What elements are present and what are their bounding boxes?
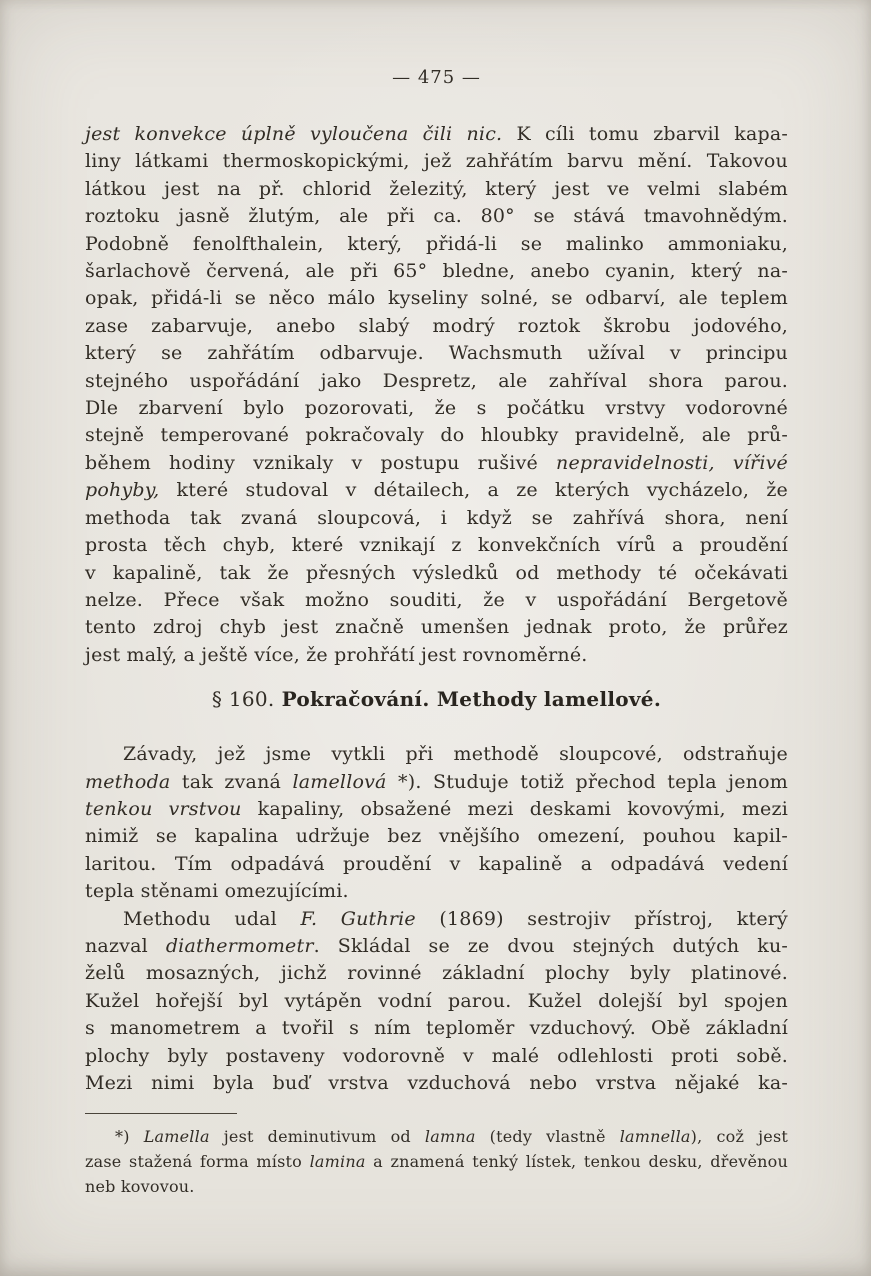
text-line: opak, přidá-li se něco málo kyseliny solné, se odbarví, ale teplem	[85, 287, 788, 310]
text-line: který se zahřátím odbarvuje. Wachsmuth užíval v principu	[85, 342, 788, 365]
text-line: želů mosazných, jichž rovinné základní plochy byly platinové.	[85, 962, 788, 985]
text-line: liny látkami thermoskopickými, jež zahřátím barvu mění. Takovou	[85, 150, 788, 173]
text-line: šarlachově červená, ale při 65° bledne, anebo cyanin, který na-	[85, 260, 788, 283]
text-line: *) Lamella jest deminutivum od lamna (tedy vlastně lamnella), což jest	[115, 1127, 788, 1147]
paragraph-continuation	[85, 121, 788, 669]
text-line: methoda tak zvaná lamellová *). Studuje totiž přechod tepla jenom	[85, 770, 788, 793]
text-line: během hodiny vznikaly v postupu rušivé nepravidelnosti, vířivé	[85, 451, 788, 474]
text-line: Mezi nimi byla buď vrstva vzduchová nebo vrstva nějaké ka-	[85, 1072, 788, 1094]
text-line: nimiž se kapalina udržuje bez vnějšího omezení, pouhou kapil-	[85, 825, 788, 848]
text-line: roztoku jasně žlutým, ale při ca. 80° se stává tmavohnědým.	[85, 205, 788, 228]
text-line: s manometrem a tvořil s ním teploměr vzduchový. Obě základní	[85, 1017, 788, 1040]
text-line: nelze. Přece však možno souditi, že v uspořádání Bergetově	[85, 588, 788, 611]
text-line: tenkou vrstvou kapaliny, obsažené mezi deskami kovovými, mezi	[85, 797, 788, 820]
text-line: plochy byly postaveny vodorovně v malé odlehlosti proti sobě.	[85, 1044, 788, 1067]
text-line: Dle zbarvení bylo pozorovati, že s počátku vrstvy vodorovné	[85, 397, 788, 420]
section-heading	[85, 685, 788, 713]
text-line: zase zabarvuje, anebo slabý modrý roztok škrobu jodového,	[85, 314, 788, 337]
page-number: — 475 —	[392, 67, 481, 88]
paragraph-guthrie-diathermometr	[85, 906, 788, 1098]
paragraph-lamellova-intro	[85, 741, 788, 905]
footnote-text	[85, 1124, 788, 1199]
text-line: stejného uspořádání jako Despretz, ale zahříval shora parou.	[85, 369, 788, 392]
text-line: stejně temperované pokračovaly do hloubky pravidelně, ale prů-	[85, 424, 788, 447]
text-line: jest konvekce úplně vyloučena čili nic. K cíli tomu zbarvil kapa-	[85, 123, 788, 145]
text-line: jest malý, a ještě více, že prohřátí jest rovnoměrné.	[85, 643, 588, 666]
text-line: prosta těch chyb, které vznikají z konvekčních vírů a proudění	[85, 534, 788, 557]
text-line: pohyby, které studoval v détailech, a ze kterých vycházelo, že	[85, 479, 788, 502]
section-title: Pokračování. Methody lamellové.	[281, 687, 662, 712]
section-number: § 160.	[211, 687, 275, 712]
text-line: Podobně fenolfthalein, který, přidá-li se malinko ammoniaku,	[85, 232, 788, 255]
text-line: nazval diathermometr. Skládal se ze dvou stejných dutých ku-	[85, 934, 789, 957]
text-line: Methodu udal F. Guthrie (1869) sestrojiv přístroj, který	[123, 907, 788, 930]
text-line: Závady, jež jsme vytkli při methodě sloupcové, odstraňuje	[123, 743, 788, 766]
text-line: laritou. Tím odpadává proudění v kapalině a odpadává vedení	[85, 852, 788, 875]
text-line: neb kovovou.	[85, 1177, 195, 1197]
text-line: tepla stěnami omezujícími.	[85, 880, 349, 903]
text-line: zase stažená forma místo lamina a znamená tenký lístek, tenkou desku, dřevěnou	[85, 1152, 788, 1172]
footnote-rule	[85, 1113, 237, 1114]
text-line: v kapalině, tak že přesných výsledků od methody té očekávati	[85, 561, 788, 584]
footnote-block	[85, 1113, 788, 1199]
text-line: látkou jest na př. chlorid železitý, který jest ve velmi slabém	[85, 177, 788, 200]
text-line: methoda tak zvaná sloupcová, i když se zahřívá shora, není	[85, 506, 788, 529]
text-line: tento zdroj chyb jest značně umenšen jednak proto, že průřez	[85, 616, 788, 639]
text-line: Kužel hořejší byl vytápěn vodní parou. Kužel dolejší byl spojen	[85, 989, 788, 1012]
